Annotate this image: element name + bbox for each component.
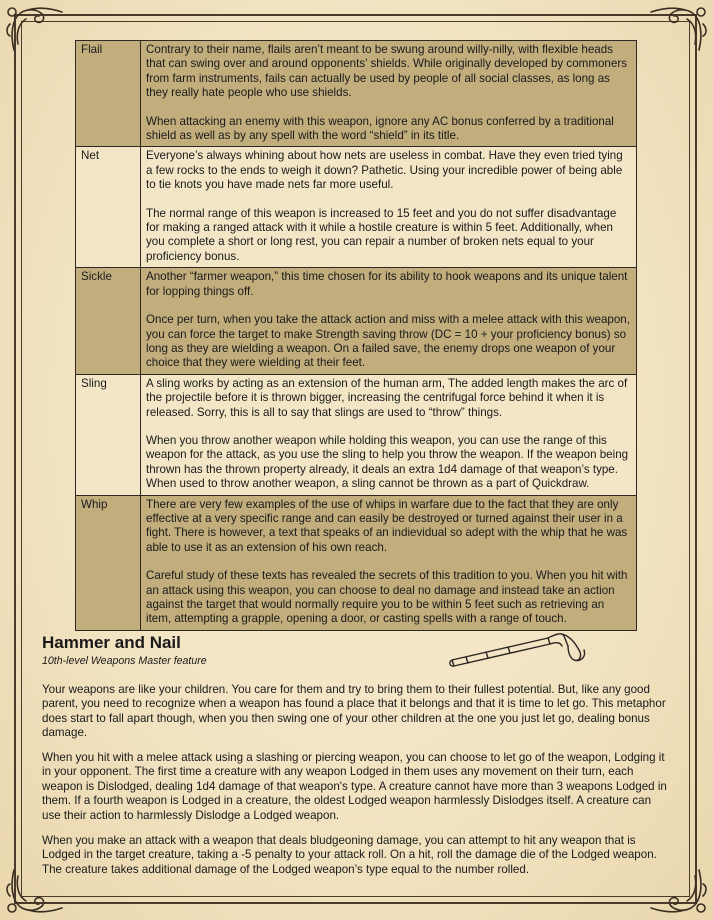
body-paragraph: When you hit with a melee attack using a slashing or piercing weapon, you can choose to let go of the weapon, Lodging it in your opponent. The first time a creature with any weapon Lodged in them uses any movement on their turn, each weapon is Dislodged, dealing 1d4 damage of that weapon's type. A creature cannot have more than 3 weapons Lodged in them. If a fourth weapon is Lodged in a creature, the oldest Lodged weapon harmlessly Dislodges itself. A creature can use their action to harmlessly Dislodge a Lodged weapon. xyxy=(42,751,667,822)
table-row xyxy=(76,374,637,495)
description-paragraph: There are very few examples of the use of whips in warfare due to the fact that they are only effective at a very specific range and can easily be destroyed or turned against their user in a fight. There is however, a text that speaks of an indievidual so adept with the whip that he was able to use it as an extension of his own reach. xyxy=(146,497,628,554)
section-title: Hammer and Nail xyxy=(42,633,181,652)
weapon-description xyxy=(141,374,637,495)
ornamental-flourish-icon xyxy=(4,4,66,52)
weapon-description xyxy=(141,268,637,374)
table-row xyxy=(76,268,637,374)
description-paragraph: When attacking an enemy with this weapon, ignore any AC bonus conferred by a traditional shield as well as by any spell with the word “shield” in its title. xyxy=(146,114,614,143)
weapon-description xyxy=(141,147,637,268)
description-paragraph: Another “farmer weapon,” this time chosen for its ability to hook weapons and its unique talent for lopping things off. xyxy=(146,270,628,298)
description-paragraph: The normal range of this weapon is increased to 15 feet and you do not suffer disadvantage for making a ranged attack with it while a hostile creature is within 5 feet. Additionally, when you complete a short or long rest, you can repair a number of broken nets equal to your proficiency bonus. xyxy=(146,206,617,263)
description-paragraph: Everyone’s always whining about how nets are useless in combat. Have they even tried tying a few rocks to the ends to weigh it down? Pathetic. Using your incredible power of being able to tie knots you have made nets far more useful. xyxy=(146,149,623,192)
weapon-name: Sling xyxy=(76,374,141,495)
description-paragraph: Careful study of these texts has revealed the secrets of this tradition to you. When you hit with an attack using this weapon, you can choose to deal no damage and instead take an action against the target that would normally require you to be within 5 feet such as retrieving an item, attempting a grapple, opening a door, or casting spells with a range of touch. xyxy=(146,569,628,626)
weapon-description xyxy=(141,495,637,630)
hammer-sketch-icon xyxy=(448,616,592,672)
table-row xyxy=(76,495,637,630)
weapon-name: Sickle xyxy=(76,268,141,374)
description-paragraph: A sling works by acting as an extension of the human arm, The added length makes the arc of the projectile before it is thrown bigger, increasing the centrifugal force behind it when it is released. Sorry, this is all to say that slings are used to “throw” things. xyxy=(146,376,628,419)
weapon-description xyxy=(141,41,637,147)
ornamental-flourish-icon xyxy=(647,4,709,52)
weapon-name: Flail xyxy=(76,41,141,147)
weapon-name: Net xyxy=(76,147,141,268)
table-row xyxy=(76,147,637,268)
body-paragraph: Your weapons are like your children. You care for them and try to bring them to their fullest potential. But, like any good parent, you need to recognize when a weapon has found a place that it belongs and that it is time to let go. This metaphor does start to fall apart though, when you then swing one of your other children at the one you just let go, dealing bonus damage. xyxy=(42,683,666,740)
weapons-table xyxy=(75,40,637,631)
section-subtitle: 10th-level Weapons Master feature xyxy=(42,655,207,667)
description-paragraph: Contrary to their name, flails aren’t meant to be swung around willy-nilly, with flexible heads that can swing over and around opponents’ shields. While originally developed by commoners from farm instruments, fails can actually be used by people of all social classes, as long as they really hate people who use shields. xyxy=(146,43,627,100)
body-paragraph: When you make an attack with a weapon that deals bludgeoning damage, you can attempt to hit any weapon that is Lodged in the target creature, taking a -5 penalty to your attack roll. On a hit, roll the damage die of the Lodged weapon. The creature takes additional damage of the Lodged weapon’s type equal to the number rolled. xyxy=(42,834,657,876)
weapon-name: Whip xyxy=(76,495,141,630)
table-row xyxy=(76,41,637,147)
description-paragraph: Once per turn, when you take the attack action and miss with a melee attack with this weapon, you can force the target to make Strength saving throw (DC = 10 + your proficiency bonus) so long as they are wielding a weapon. On a failed save, the enemy drops one weapon of your choice that they were wielding at their feet. xyxy=(146,313,630,370)
description-paragraph: When you throw another weapon while holding this weapon, you can use the range of this weapon for the attack, as you use the sling to help you throw the weapon. If the weapon being thrown has the thrown property already, it deals an extra 1d4 damage of that weapon’s type. When used to throw another weapon, a sling cannot be thrown as a part of Quickdraw. xyxy=(146,433,629,491)
